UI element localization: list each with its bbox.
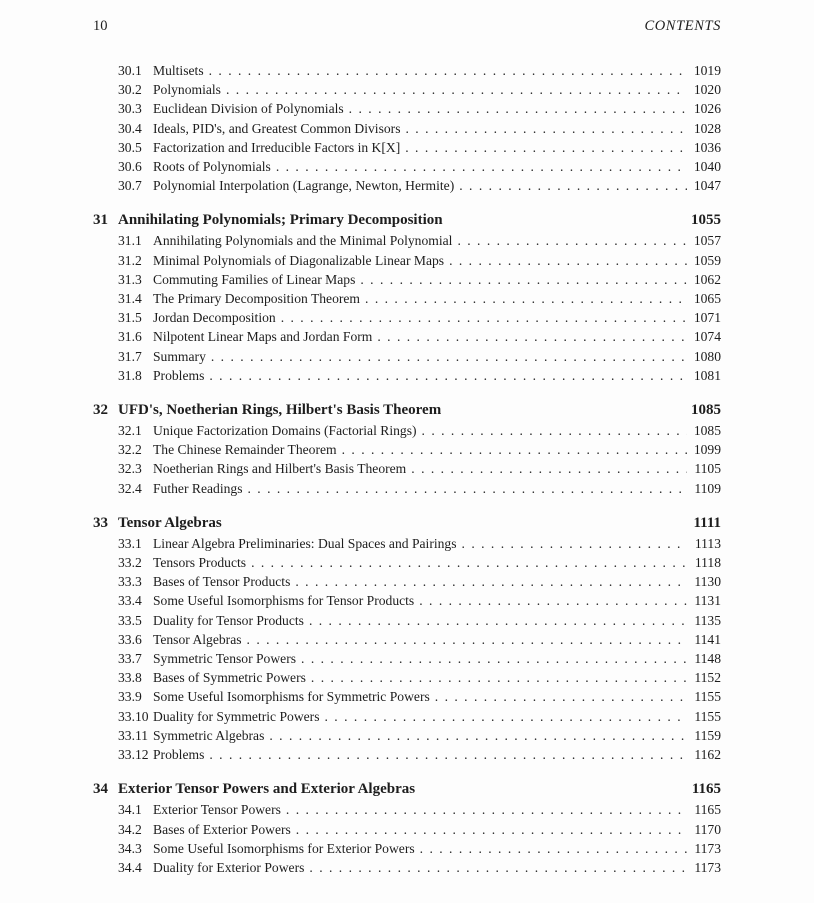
section-number: 33.3 [118,574,142,590]
toc-entry [93,800,721,819]
section-title: Some Useful Isomorphisms for Tensor Products [153,593,415,609]
toc-entry [93,61,721,80]
section-number: 30.7 [118,178,142,194]
dot-leader [281,308,687,327]
toc-entry [93,668,721,687]
chapter-title: Exterior Tensor Powers and Exterior Algebras [118,781,416,798]
section-title: Bases of Exterior Powers [153,821,291,837]
section-title: Problems [153,367,205,383]
section-page-number: 1155 [694,708,721,724]
section-title: Unique Factorization Domains (Factorial Rings) [153,423,417,439]
section-title: Nilpotent Linear Maps and Jordan Form [153,329,373,345]
section-title: Some Useful Isomorphisms for Exterior Powers [153,840,415,856]
section-title: Symmetric Algebras [153,727,265,743]
section-number: 32.1 [118,423,142,439]
section-title: Duality for Tensor Products [153,612,304,628]
toc-entry [93,231,721,250]
toc-group [93,779,721,877]
section-page-number: 1130 [694,574,721,590]
dot-leader [457,231,687,250]
section-page-number: 1099 [693,442,721,458]
toc-entry [93,553,721,572]
chapter-page-number: 1085 [691,402,721,419]
dot-leader [209,745,687,764]
section-title: The Primary Decomposition Theorem [153,291,361,307]
chapter-title: UFD's, Noetherian Rings, Hilbert's Basis Theorem [118,402,442,419]
dot-leader [251,553,687,572]
section-page-number: 1162 [694,747,721,763]
toc-group [93,400,721,498]
section-title: Symmetric Tensor Powers [153,651,297,667]
toc-list [93,61,721,877]
toc-entry [93,858,721,877]
chapter-page-number: 1055 [691,212,721,229]
dot-leader [349,99,687,118]
toc-entry [93,119,721,138]
section-page-number: 1165 [694,802,721,818]
toc-entry [93,820,721,839]
toc-entry [93,459,721,478]
section-page-number: 1065 [693,291,721,307]
section-title: Exterior Tensor Powers [153,802,281,818]
section-page-number: 1148 [694,651,721,667]
dot-leader [309,858,687,877]
section-number: 30.5 [118,139,142,155]
section-page-number: 1036 [693,139,721,155]
section-number: 31.4 [118,291,142,307]
section-title: Duality for Exterior Powers [153,859,305,875]
toc-entry [93,157,721,176]
section-title: Annihilating Polynomials and the Minimal Polynomial [153,233,453,249]
chapter-page-number: 1165 [691,781,721,798]
contents-page [93,0,721,877]
section-title: Bases of Symmetric Powers [153,670,306,686]
toc-entry [93,707,721,726]
section-page-number: 1109 [694,480,721,496]
section-title: Summary [153,348,206,364]
section-title: Roots of Polynomials [153,159,271,175]
section-page-number: 1135 [694,612,721,628]
section-page-number: 1155 [694,689,721,705]
toc-entry [93,421,721,440]
dot-leader [422,421,687,440]
section-page-number: 1173 [694,859,721,875]
section-number: 33.8 [118,670,142,686]
section-number: 31.5 [118,310,142,326]
toc-entry [93,138,721,157]
chapter-number: 34 [93,781,108,798]
toc-entry [93,479,721,498]
section-page-number: 1081 [693,367,721,383]
dot-leader [276,157,687,176]
toc-entry [93,534,721,553]
section-title: The Chinese Remainder Theorem [153,442,337,458]
section-number: 33.10 [118,708,149,724]
section-page-number: 1141 [694,631,721,647]
dot-leader [405,138,687,157]
toc-entry [93,308,721,327]
section-page-number: 1131 [694,593,721,609]
toc-entry [93,99,721,118]
toc-entry [93,347,721,366]
dot-leader [286,800,687,819]
section-title: Minimal Polynomials of Diagonalizable Linear Maps [153,252,445,268]
section-number: 33.9 [118,689,142,705]
toc-entry [93,270,721,289]
section-number: 30.6 [118,159,142,175]
section-title: Multisets [153,63,204,78]
chapter-title: Annihilating Polynomials; Primary Decomposition [118,212,443,229]
toc-entry [93,327,721,346]
section-page-number: 1020 [693,82,721,98]
toc-entry [93,687,721,706]
dot-leader [435,687,687,706]
section-title: Noetherian Rings and Hilbert's Basis Theorem [153,461,407,477]
toc-entry [93,745,721,764]
section-number: 33.1 [118,535,142,551]
contents-header: CONTENTS [644,18,721,34]
section-page-number: 1057 [693,233,721,249]
section-page-number: 1074 [693,329,721,345]
section-number: 31.1 [118,233,142,249]
dot-leader [405,119,687,138]
dot-leader [309,611,687,630]
chapter-number: 31 [93,212,108,229]
toc-group [93,61,721,195]
section-number: 33.11 [118,727,149,743]
dot-leader [209,366,687,385]
section-page-number: 1080 [693,348,721,364]
toc-entry [93,839,721,858]
section-title: Tensors Products [153,555,247,571]
dot-leader [449,251,687,270]
toc-entry [93,80,721,99]
toc-entry [93,649,721,668]
section-title: Polynomial Interpolation (Lagrange, Newton, Hermite) [153,178,455,194]
dot-leader [365,289,687,308]
dot-leader [325,707,688,726]
toc-entry [93,726,721,745]
toc-group [93,210,721,385]
toc-entry [93,572,721,591]
toc-entry [93,289,721,308]
section-title: Tensor Algebras [153,631,242,647]
section-title: Linear Algebra Preliminaries: Dual Spaces and Pairings [153,535,457,551]
section-number: 34.2 [118,821,142,837]
section-number: 34.4 [118,859,142,875]
section-number: 31.2 [118,252,142,268]
chapter-heading [93,400,721,421]
section-number: 34.1 [118,802,142,818]
section-page-number: 1159 [694,727,721,743]
section-number: 30.3 [118,101,142,117]
section-number: 31.6 [118,329,142,345]
section-title: Factorization and Irreducible Factors in K[X] [153,139,401,155]
toc-entry [93,440,721,459]
section-title: Commuting Families of Linear Maps [153,271,356,287]
section-number: 33.2 [118,555,142,571]
section-page-number: 1059 [693,252,721,268]
section-title: Bases of Tensor Products [153,574,291,590]
dot-leader [411,459,687,478]
section-number: 30.4 [118,120,142,136]
dot-leader [459,176,687,195]
dot-leader [342,440,687,459]
section-title: Ideals, PID's, and Greatest Common Divisors [153,120,401,136]
chapter-heading [93,513,721,534]
toc-entry [93,251,721,270]
toc-entry [93,630,721,649]
section-number: 30.2 [118,82,142,98]
dot-leader [226,80,687,99]
section-title: Jordan Decomposition [153,310,276,326]
running-header [93,18,721,35]
dot-leader [360,270,687,289]
section-page-number: 1118 [694,555,721,571]
dot-leader [211,347,687,366]
section-page-number: 1047 [693,178,721,194]
section-page-number: 1085 [693,423,721,439]
section-page-number: 1113 [694,535,721,551]
dot-leader [269,726,687,745]
section-page-number: 1173 [694,840,721,856]
section-title: Euclidean Division of Polynomials [153,101,344,117]
section-page-number: 1028 [693,120,721,136]
section-number: 31.7 [118,348,142,364]
dot-leader [420,839,687,858]
section-title: Problems [153,747,205,763]
section-page-number: 1062 [693,271,721,287]
section-title: Polynomials [153,82,221,98]
chapter-title: Tensor Algebras [118,514,222,531]
section-number: 33.7 [118,651,142,667]
toc-entry [93,176,721,195]
toc-entry [93,611,721,630]
dot-leader [311,668,687,687]
section-page-number: 1105 [694,461,721,477]
section-number: 32.3 [118,461,142,477]
chapter-heading [93,779,721,800]
dot-leader [462,534,687,553]
section-number: 31.3 [118,271,142,287]
toc-group [93,513,721,764]
section-page-number: 1026 [693,101,721,117]
dot-leader [419,591,687,610]
section-title: Some Useful Isomorphisms for Symmetric Powers [153,689,430,705]
dot-leader [247,630,687,649]
chapter-number: 32 [93,402,108,419]
section-page-number: 1071 [693,310,721,326]
section-title: Futher Readings [153,480,243,496]
chapter-heading [93,210,721,231]
section-number: 34.3 [118,840,142,856]
section-page-number: 1040 [693,159,721,175]
chapter-page-number: 1111 [693,514,721,531]
section-number: 33.5 [118,612,142,628]
dot-leader [295,572,687,591]
section-page-number: 1152 [694,670,721,686]
section-number: 32.2 [118,442,142,458]
section-page-number: 1170 [694,821,721,837]
section-number: 30.1 [118,63,142,78]
section-number: 33.6 [118,631,142,647]
chapter-number: 33 [93,514,108,531]
toc-entry [93,366,721,385]
section-page-number: 1019 [693,63,721,78]
dot-leader [247,479,687,498]
dot-leader [377,327,687,346]
section-number: 33.4 [118,593,142,609]
section-title: Duality for Symmetric Powers [153,708,320,724]
dot-leader [296,820,687,839]
section-number: 31.8 [118,367,142,383]
toc-entry [93,591,721,610]
folio-page-number: 10 [93,18,108,34]
dot-leader [301,649,687,668]
section-number: 33.12 [118,747,149,763]
section-number: 32.4 [118,480,142,496]
dot-leader [209,61,687,80]
